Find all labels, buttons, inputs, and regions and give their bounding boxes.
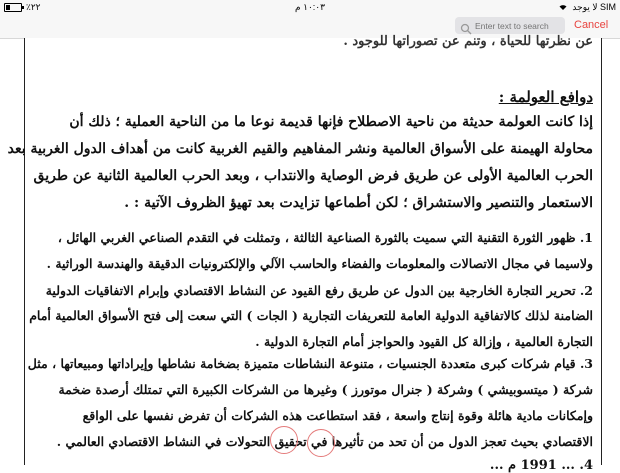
- intro-line: الاستعمار والتنصير والاستشراق ؛ لكن أطماعها تزايدت بعد تهيؤ الظروف الآتية : .: [124, 195, 593, 211]
- status-bar: [0, 0, 620, 14]
- list-item-3-line: 3. قيام شركات كبرى متعددة الجنسيات ، متنوعة النشاطات متميزة بضخامة نشاطها وإيراداتها ومبيعاتها ، مثل: [27, 356, 593, 371]
- document-page: [7, 34, 602, 473]
- section-heading: دوافع العولمة :: [498, 88, 593, 106]
- search-icon: [460, 20, 472, 32]
- status-time: ١٠:٠٣ م: [295, 2, 325, 12]
- search-field[interactable]: [455, 17, 565, 34]
- highlight-circle[interactable]: [270, 426, 298, 454]
- list-item-2-line: التجارة العالمية ، وإزالة كل القيود والحواجز أمام التجارة الدولية .: [255, 334, 593, 349]
- search-input[interactable]: [472, 20, 567, 32]
- list-item-1-line: 1. ظهور الثورة التقنية التي سميت بالثورة الصناعية الثالثة ، وتمثلت في التقدم الصناعي الغربي الهائل ،: [57, 230, 593, 245]
- carrier-label: لا يوجد SIM: [572, 2, 616, 12]
- intro-line: الحرب العالمية الأولى عن طريق فرض الوصاية والانتداب ، وبعد الحرب العالمية الثانية عن طريق: [33, 168, 593, 184]
- intro-line: محاولة الهيمنة على الأسواق العالمية ونشر المفاهيم والقيم الغربية كانت من أهداف الدول الغربية بعد: [7, 141, 593, 157]
- highlight-circle[interactable]: [307, 429, 335, 457]
- list-item-2-line: 2. تحرير التجارة الخارجية بين الدول عن طريق رفع القيود عن النشاط الاقتصادي وإبرام الاتفاقيات الدولية: [45, 283, 593, 298]
- status-right: [558, 2, 616, 13]
- intro-line: إذا كانت العولمة حديثة من ناحية الاصطلاح فإنها قديمة نوعا ما من الناحية العملية ؛ ذلك أن: [69, 114, 593, 130]
- cancel-button[interactable]: Cancel: [574, 19, 609, 31]
- list-item-3-line: وإمكانات مادية هائلة وقوة إنتاج واسعة ، فقد استطاعت هذه الشركات أن تفرض نفسها على الواقع: [82, 408, 593, 423]
- wifi-icon: [558, 3, 568, 13]
- battery-percent: ٪٢٢: [26, 2, 41, 12]
- bottom-partial-line: 4. ... 1991 م ...: [489, 458, 593, 473]
- list-item-1-line: ولاسيما في مجال الاتصالات والمعلومات والفضاء والحاسب الآلي والإلكترونيات الدقيقة والهندسة الوراثية .: [46, 256, 593, 271]
- list-item-3-line: الاقتصادي بحيث تعجز الدول من أن تحد من تأثيرها في تحقيق التحولات في النشاط الاقتصادي العالمي .: [56, 434, 593, 449]
- list-item-3-line: شركة ( ميتسوبيشي ) وشركة ( جنرال موتورز ) وغيرها من الشركات الكبيرة التي تمتلك أرصدة ضخمة: [58, 382, 593, 397]
- top-partial-line: عن نظرتها للحياة ، وتنم عن تصوراتها للوجود .: [343, 34, 593, 49]
- list-item-2-line: الضامنة لذلك كالاتفاقية الدولية العامة للتعريفات التجارية ( الجات ) التي سعت إلى فتح الأسواق العالمية أمام: [29, 308, 593, 323]
